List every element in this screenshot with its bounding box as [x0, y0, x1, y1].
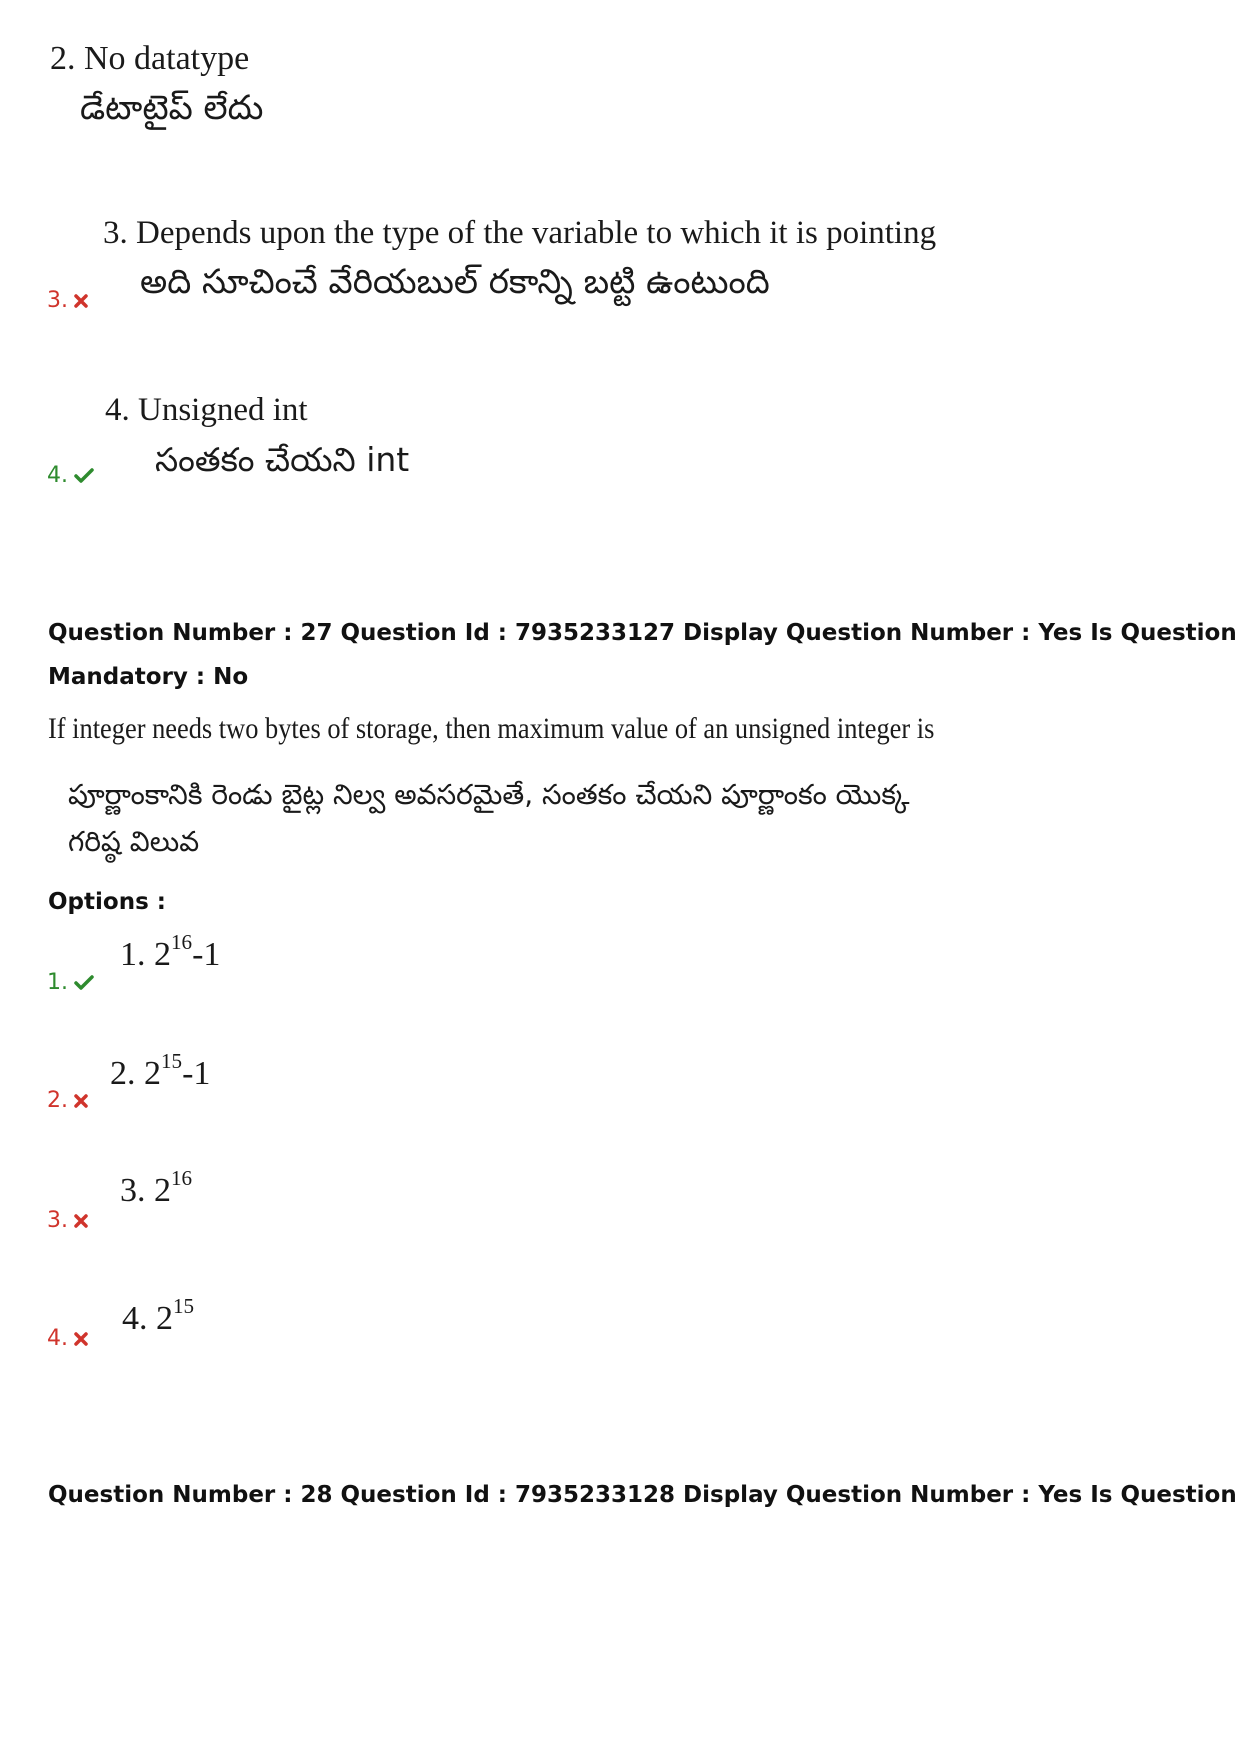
prev-option-3-en: 3. Depends upon the type of the variable to which it is pointing	[103, 215, 937, 251]
cross-icon	[74, 1214, 88, 1228]
option-4-prefix: 4. 2	[122, 1300, 173, 1337]
option-1-suffix: -1	[192, 936, 221, 973]
option-marker-number: 4.	[47, 463, 68, 488]
prev-option-4-en: 4. Unsigned int	[105, 392, 308, 428]
question-header-next: Question Number : 28 Question Id : 7935233128 Display Question Number : Yes Is Question	[48, 1482, 1237, 1508]
question-text-te-line1: పూర్ణాంకానికి రెండు బైట్ల నిల్వ అవసరమైతే, సంతకం చేయని పూర్ణాంకం యొక్క	[68, 778, 910, 811]
option-3-prefix: 3. 2	[120, 1172, 171, 1209]
cross-icon	[74, 294, 88, 308]
prev-option-2-te: డేటాటైప్ లేదు	[80, 88, 264, 128]
option-4-exponent: 15	[173, 1294, 195, 1319]
option-3-text	[120, 1166, 193, 1210]
option-4-marker	[47, 1328, 88, 1350]
option-1-text	[120, 930, 221, 974]
option-2-exponent: 15	[161, 1049, 183, 1074]
prev-option-4-marker	[47, 465, 94, 487]
question-header-mandatory: Mandatory : No	[48, 664, 249, 690]
question-header: Question Number : 27 Question Id : 7935233127 Display Question Number : Yes Is Question	[48, 620, 1237, 646]
option-3-marker	[47, 1210, 88, 1232]
prev-option-3-te: అది సూచించే వేరియబుల్ రకాన్ని బట్టి ఉంటుంది	[140, 262, 770, 302]
option-2-prefix: 2. 2	[110, 1055, 161, 1092]
cross-icon	[74, 1094, 88, 1108]
option-4-text	[122, 1294, 195, 1338]
check-icon	[74, 468, 94, 484]
option-marker-number: 1.	[47, 970, 68, 995]
options-label: Options :	[48, 889, 166, 915]
question-text-te-line2: గరిష్ఠ విలువ	[68, 825, 200, 858]
option-2-text	[110, 1049, 211, 1093]
option-2-marker	[47, 1090, 88, 1112]
prev-option-3-marker	[47, 290, 88, 312]
cross-icon	[74, 1332, 88, 1346]
option-2-suffix: -1	[182, 1055, 211, 1092]
option-marker-number: 4.	[47, 1326, 68, 1351]
option-1-marker	[47, 972, 94, 994]
option-1-prefix: 1. 2	[120, 936, 171, 973]
option-1-exponent: 16	[171, 930, 193, 955]
option-marker-number: 2.	[47, 1088, 68, 1113]
prev-option-2-en: 2. No datatype	[50, 40, 250, 77]
prev-option-4-te: సంతకం చేయని int	[155, 440, 410, 479]
question-text-en: If integer needs two bytes of storage, then maximum value of an unsigned integer is	[48, 712, 935, 745]
option-marker-number: 3.	[47, 1208, 68, 1233]
option-3-exponent: 16	[171, 1166, 193, 1191]
check-icon	[74, 975, 94, 991]
option-marker-number: 3.	[47, 288, 68, 313]
